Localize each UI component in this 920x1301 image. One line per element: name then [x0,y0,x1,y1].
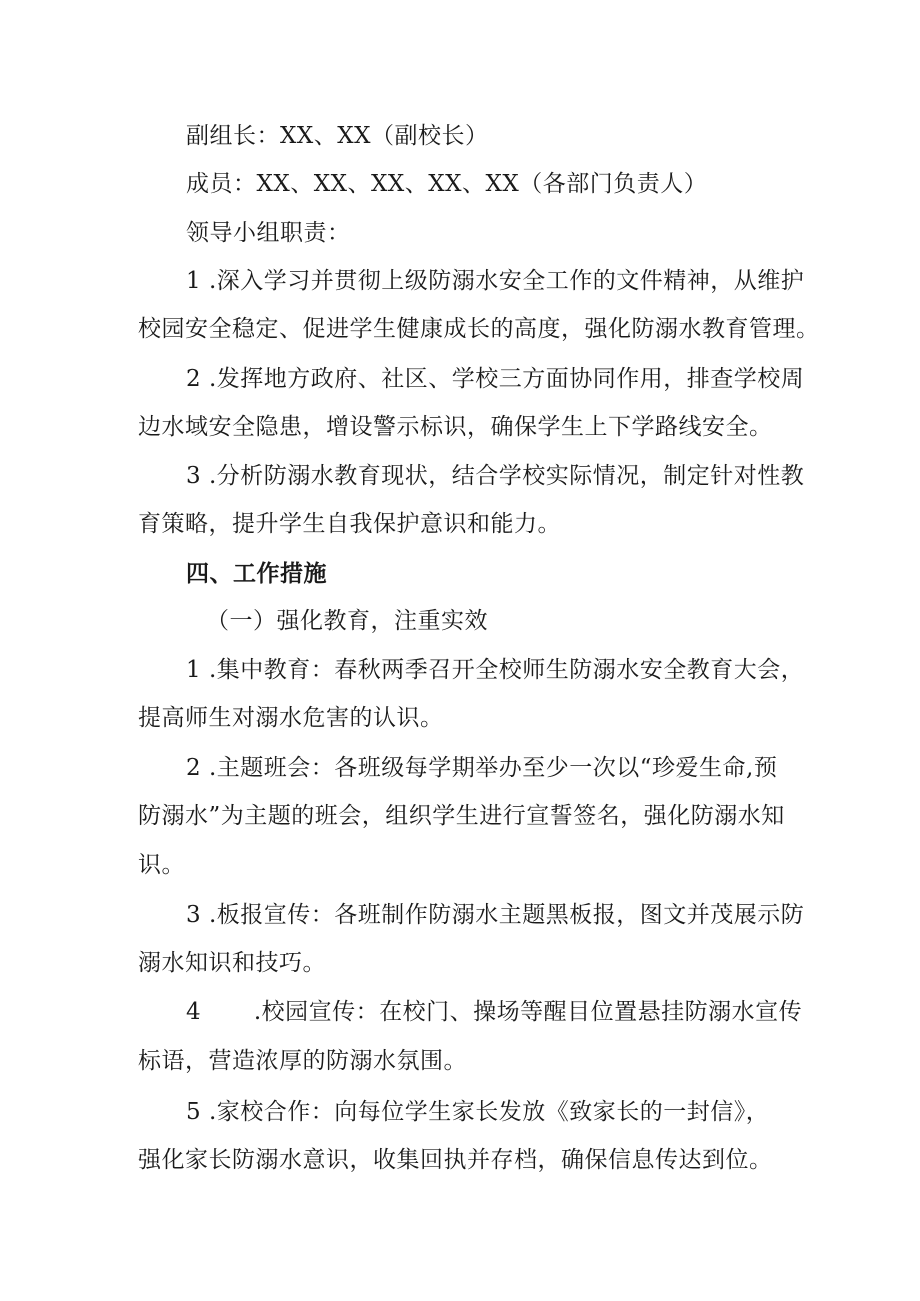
vice-leader-line: 副组长：XX、XX（副校长） [186,123,489,149]
measure-item-1-continued: 提高师生对溺水危害的认识。 [138,705,444,731]
measure-item-3-continued: 溺水知识和技巧。 [138,950,326,976]
measure-item-4 [186,997,802,1027]
measure-item-2-continued-2: 识。 [138,852,185,878]
measure-number: 4 [186,999,202,1025]
measure-item-1 [186,655,804,685]
duty-item-2 [186,364,804,394]
section-4-heading: 四、工作措施 [186,561,327,587]
measure-item-2-continued: 防溺水”为主题的班会，组织学生进行宣誓签名，强化防溺水知 [138,803,785,829]
measure-text: .主题班会：各班级每学期举办至少一次以“珍爱生命,预 [208,755,778,781]
duties-title: 领导小组职责： [186,220,351,246]
duty-item-1-continued: 校园安全稳定、促进学生健康成长的高度，强化防溺水教育管理。 [138,316,820,342]
measure-item-5-continued: 强化家长防溺水意识，收集回执并存档，确保信息传达到位。 [138,1147,773,1173]
duty-item-3 [186,461,804,491]
subsection-1-heading: （一）强化教育，注重实效 [206,608,488,634]
measure-text: .家校合作：向每位学生家长发放《致家长的一封信》， [208,1099,770,1125]
measure-text: .集中教育：春秋两季召开全校师生防溺水安全教育大会， [208,657,805,683]
duty-text: .深入学习并贯彻上级防溺水安全工作的文件精神，从维护 [208,268,805,294]
measure-text: .校园宣传：在校门、操场等醒目位置悬挂防溺水宣传 [253,999,803,1025]
measure-number: 5 [186,1099,202,1125]
duty-item-3-continued: 育策略，提升学生自我保护意识和能力。 [138,511,561,537]
measure-number: 2 [186,755,202,781]
duty-number: 3 [186,463,202,489]
measure-item-5 [186,1097,769,1127]
duty-text: .分析防溺水教育现状，结合学校实际情况，制定针对性教 [208,463,805,489]
duty-number: 2 [186,366,202,392]
duty-item-2-continued: 边水域安全隐患，增设警示标识，确保学生上下学路线安全。 [138,414,773,440]
measure-text: .板报宣传：各班制作防溺水主题黑板报，图文并茂展示防 [208,902,805,928]
duty-number: 1 [186,268,202,294]
duty-text: .发挥地方政府、社区、学校三方面协同作用，排查学校周 [208,366,805,392]
members-line: 成员：XX、XX、XX、XX、XX（各部门负责人） [186,171,708,197]
measure-item-4-continued: 标语，营造浓厚的防溺水氛围。 [138,1048,467,1074]
measure-number: 1 [186,657,202,683]
measure-item-3 [186,900,804,930]
measure-item-2 [186,753,777,783]
measure-number: 3 [186,902,202,928]
duty-item-1 [186,266,804,296]
